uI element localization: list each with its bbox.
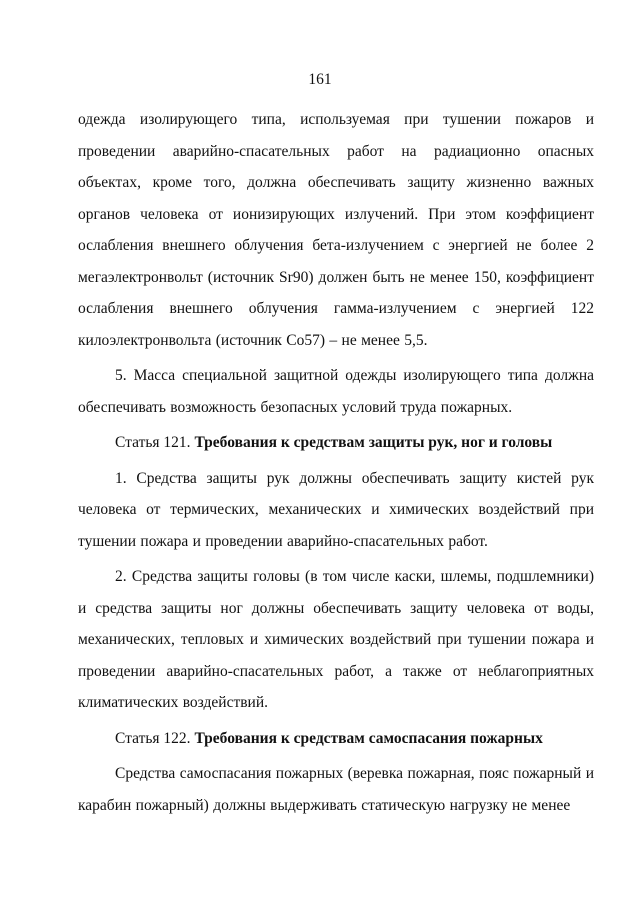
paragraph-121-item-2: 2. Средства защиты головы (в том числе каски, шлемы, подшлемники) и средства защиты ног должны обеспечивать защиту человека от воды, механических, тепловых и химических воздействий при тушении пожара и проведении аварийно-спасательных работ, а также от неблагоприятных климатических воздействий. xyxy=(78,568,594,711)
article-122-prefix: Статья 122. xyxy=(115,729,191,747)
page-body xyxy=(78,104,594,821)
paragraph-item-5: 5. Масса специальной защитной одежды изолирующего типа должна обеспечивать возможность безопасных условий труда пожарных. xyxy=(78,367,594,416)
page-number: 161 xyxy=(308,71,332,88)
article-121-heading xyxy=(78,427,594,459)
paragraph-continued: одежда изолирующего типа, используемая при тушении пожаров и проведении аварийно-спасательных работ на радиационно опасных объектах, кроме того, должна обеспечивать защиту жизненно важных органов человека от ионизирующих излучений. При этом коэффициент ослабления внешнего облучения бета-излучением с энергией не более 2 мегаэлектронвольт (источник Sr90) должен быть не менее 150, коэффициент ослабления внешнего облучения гамма-излучением с энергией 122 килоэлектронвольта (источник Co57) – не менее 5,5. xyxy=(78,111,594,349)
paragraph-122-body: Средства самоспасания пожарных (веревка пожарная, пояс пожарный и карабин пожарный) должны выдерживать статическую нагрузку не менее xyxy=(78,765,594,814)
article-121-prefix: Статья 121. xyxy=(115,434,191,451)
paragraph-121-item-1: 1. Средства защиты рук должны обеспечивать защиту кистей рук человека от термических, механических и химических воздействий при тушении пожара и проведении аварийно-спасательных работ. xyxy=(78,469,594,550)
article-122-heading xyxy=(78,723,594,755)
article-121-title: Требования к средствам защиты рук, ног и головы xyxy=(194,434,553,451)
article-122-title: Требования к средствам самоспасания пожарных xyxy=(194,729,543,747)
